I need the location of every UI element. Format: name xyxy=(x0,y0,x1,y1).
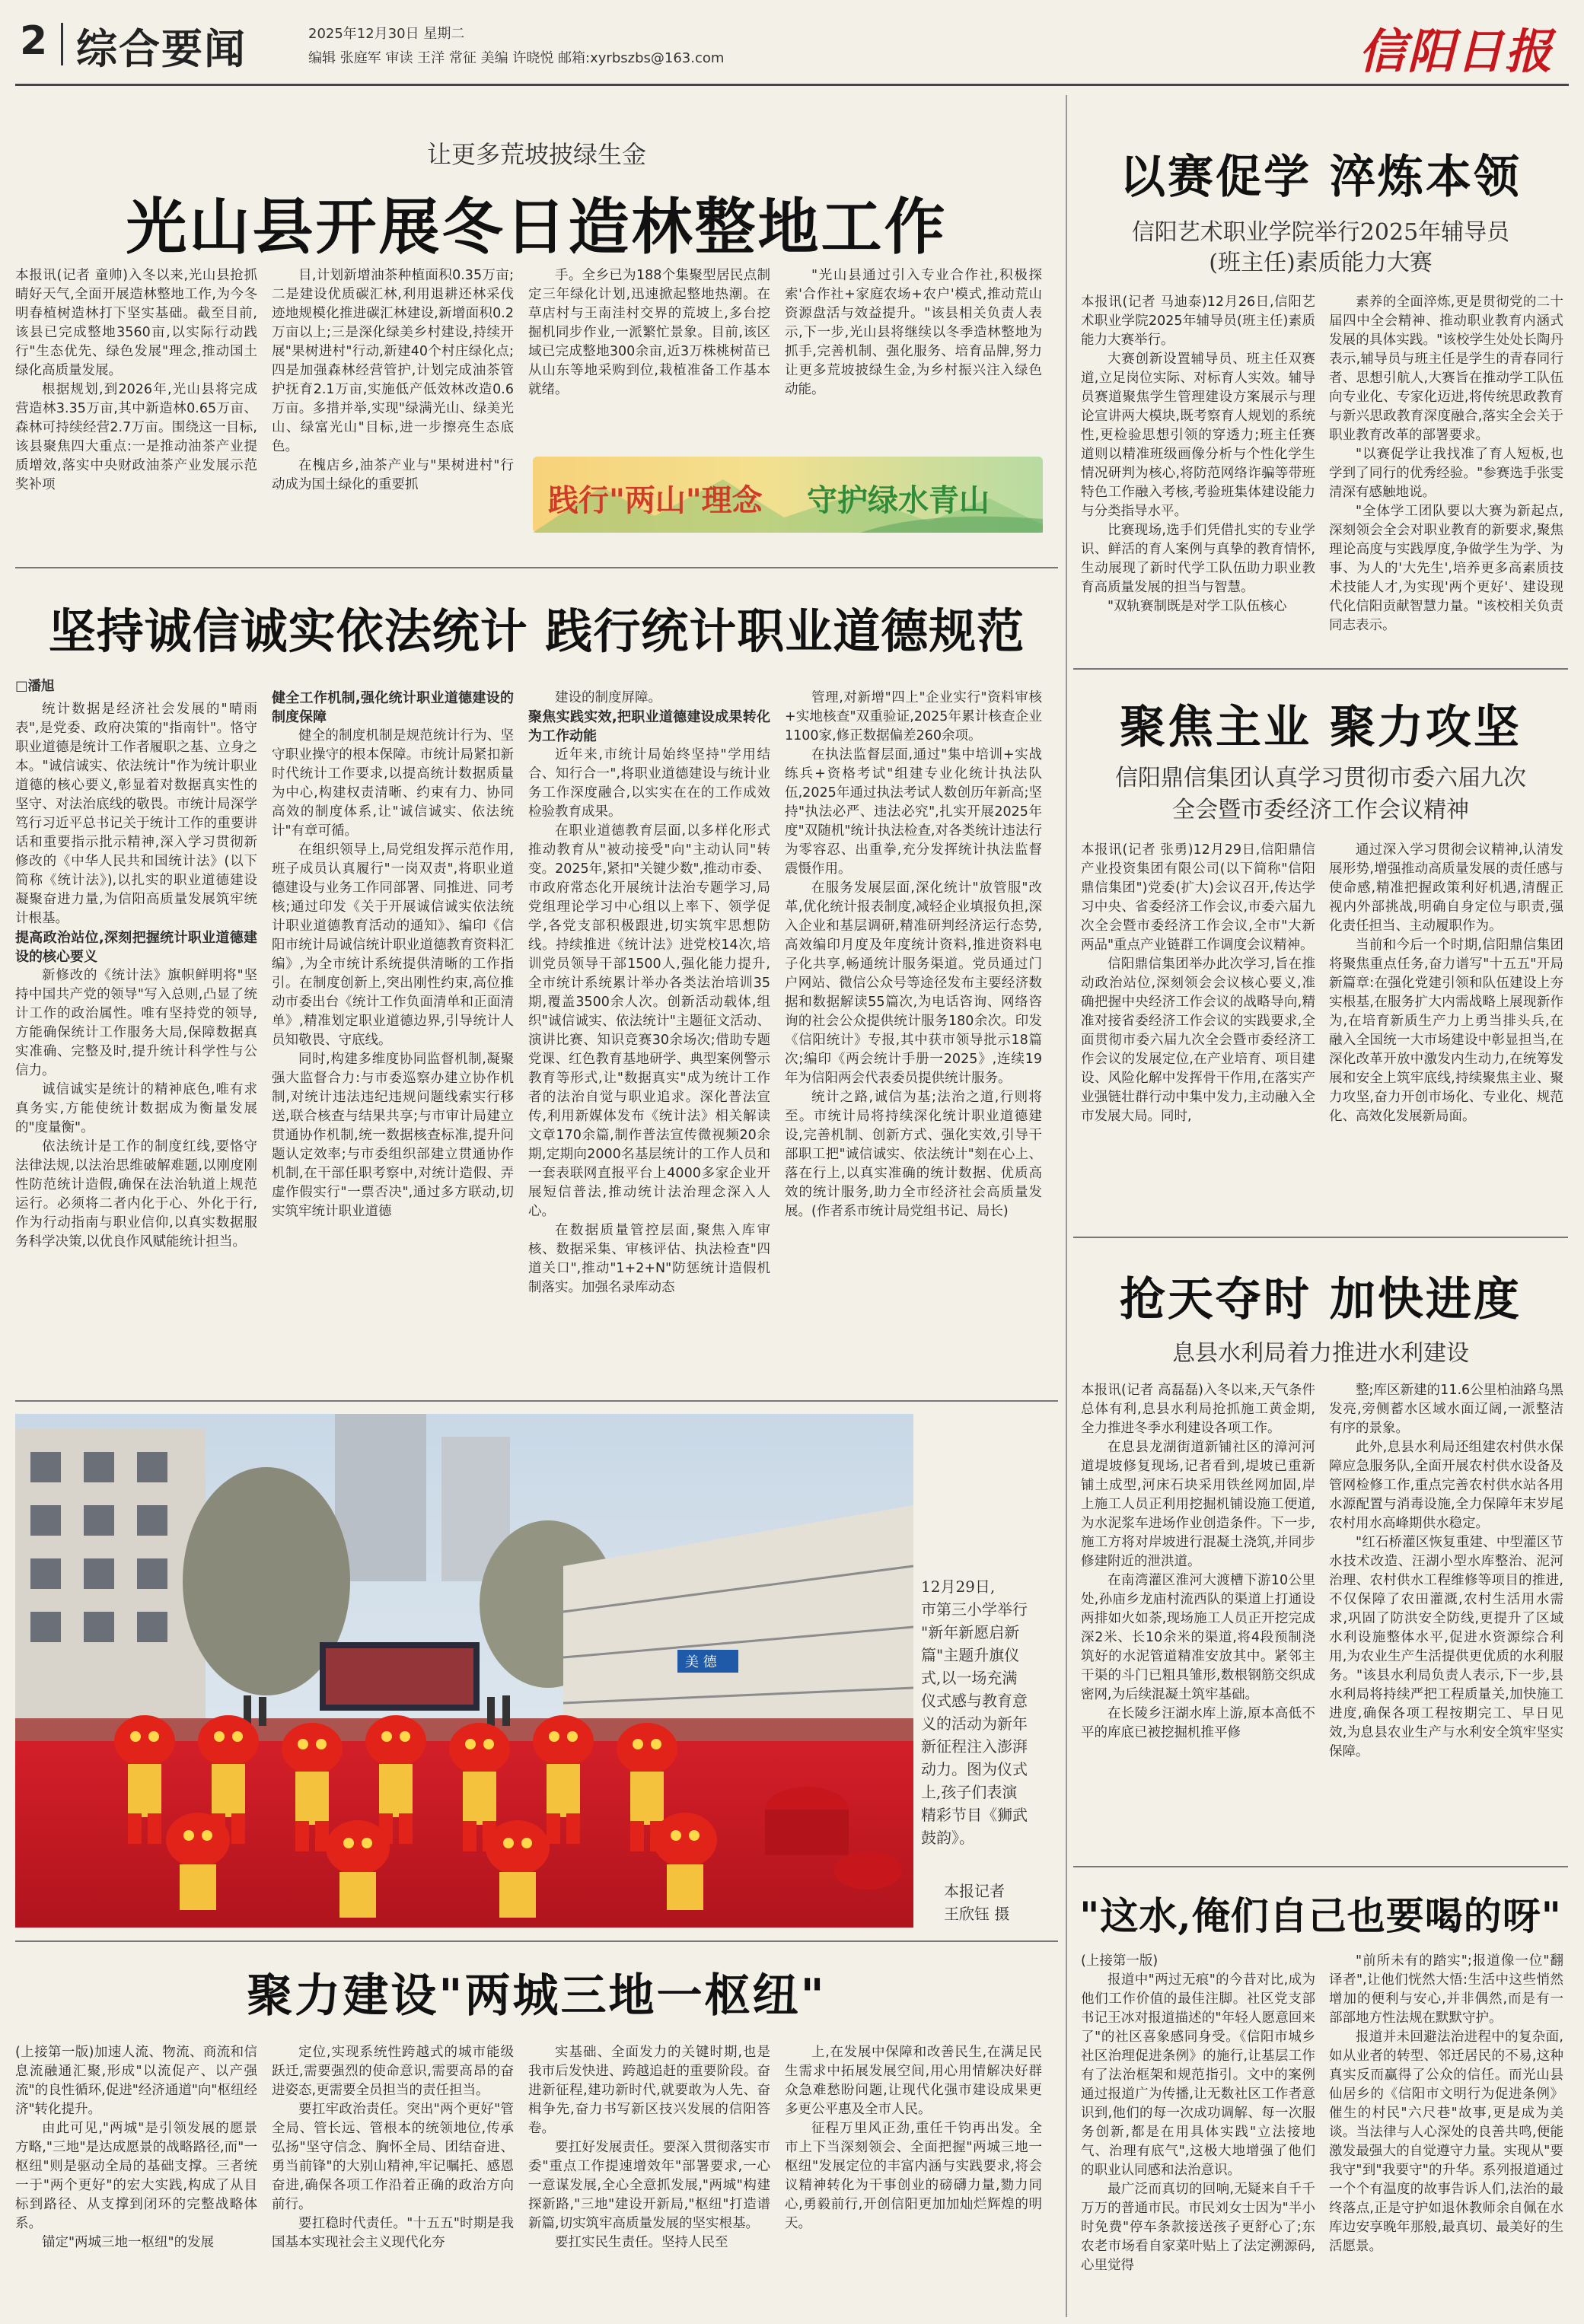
paragraph: 统计数据是经济社会发展的"晴雨表",是党委、政府决策的"指南针"。恪守职业道德是统计工作者履职之基、立身之本。"诚信诚实、依法统计"作为统计职业道德的核心要义,彰显着对数据真实性的坚守、对法治底线的敬畏。市统计局深学笃行习近平总书记关于统计工作的重要讲话和重要指示批示精神,深入学习贯彻新修改的《中华人民共和国统计法》(以下简称《统计法》),以扎实的职业道德建设凝聚奋进力量,为信阳高质量发展筑牢统计根基。 xyxy=(15,702,257,926)
caption-line: 式,以一场充满 xyxy=(921,1669,1018,1687)
right1-subtitle-1: 信阳艺术职业学院举行2025年辅导员 xyxy=(1131,219,1510,246)
paragraph: "前所未有的踏实";报道像一位"翻译者",让他们恍然大悟:生活中这些悄然增加的便利与安心,并非偶然,而是有一部部地方性法规在默默守护。 xyxy=(1329,1953,1563,2026)
paragraph: 本报讯(记者 高磊磊)入冬以来,天气条件总体有利,息县水利局抢抓施工黄金期,全力推进冬季水利建设各项工作。 xyxy=(1081,1383,1315,1436)
paragraph: 依法统计是工作的制度红线,要恪守法律法规,以法治思维破解难题,以刚度刚性防范统计造假,确保在法治轨道上规范运行。必须将二者内化于心、外化于行,作为行动指南与职业信仰,以真实数据服务科学决策,以优良作风赋能统计担当。 xyxy=(15,1139,257,1250)
paragraph: 管理,对新增"四上"企业实行"资料审核+实地核查"双重验证,2025年累计核查企业1100家,修正数据偏差260余项。 xyxy=(785,690,1042,743)
paragraph: 实基础、全面发力的关键时期,也是我市后发快进、跨越追赶的重要阶段。奋进新征程,建功新时代,就要敢为人先、奋楫争先,奋力书写新区技兴发展的信阳答卷。 xyxy=(528,2045,770,2136)
paragraph: 报道中"两过无痕"的今昔对比,成为他们工作价值的最佳注脚。社区党支部书记王冰对报道描述的"年轻人愿意回来了"的社区喜象感同身受。《信阳市城乡社区治理促进条例》的施行,让基层工作有了法治框架和规范指引。文中的案例通过报道广为传播,让无数社区工作者意识到,他们的每一次成功调解、每一次服务创新,都是在用具体实践"立法接地气、治理有底气",这极大地增强了他们的职业认同感和法治意识。 xyxy=(1081,1972,1315,2178)
paragraph: 目,计划新增油茶种植面积0.35万亩;二是建设优质碳汇林,利用退耕还林采伐迹地规模化推进碳汇林建设,新增面积0.2万亩以上;三是深化绿美乡村建设,持续开展"果树进村"行动,新建40个村庄绿化点;四是加强森林经营管护,计划完成油茶管护抚育2.1万亩,实施低产低效林改造0.6万亩。多措并举,实现"绿满光山、绿美光山、绿富光山"目标,进一步擦亮生态底色。 xyxy=(272,268,514,454)
slogan-banner xyxy=(533,457,1043,533)
paragraph: 定位,实现系统性跨越式的城市能级跃迁,需要强烈的使命意识,需要高昂的奋进姿态,更需要全员担当的责任担当。 xyxy=(272,2045,514,2098)
paragraph: 在槐店乡,油茶产业与"果树进村"行动成为国土绿化的重要抓 xyxy=(272,458,514,492)
paragraph: 此外,息县水利局还组建农村供水保障应急服务队,全面开展农村供水设备及管网检修工作,重点完善农村供水站各用水源配置与消毒设施,全力保障年末岁尾农村用水高峰期供水稳定。 xyxy=(1329,1440,1563,1531)
right2-subtitle-2: 全会暨市委经济工作会议精神 xyxy=(1172,797,1469,823)
caption-line: 鼓韵》。 xyxy=(921,1829,974,1847)
caption-line: 义的活动为新年 xyxy=(921,1714,1028,1733)
caption-line: 新征程注入澎湃 xyxy=(921,1737,1028,1756)
article2-column-1 xyxy=(15,700,257,1385)
right1-column-1 xyxy=(1081,293,1315,651)
caption-line: "新年新愿启新 xyxy=(921,1623,1020,1641)
article1-column-2 xyxy=(272,266,514,548)
masthead-separator xyxy=(61,23,63,65)
article3-column-1 xyxy=(15,2043,257,2317)
paragraph: (上接第一版)加速人流、物流、商流和信息流融通汇聚,形成"以流促产、以产强流"的良性循环,促进"经济通道"向"枢纽经济"转化提升。 xyxy=(15,2045,257,2117)
school-ceremony-image xyxy=(15,1414,913,1928)
right2-headline: 聚焦主业 聚力攻坚 xyxy=(1120,701,1522,754)
paragraph: 大赛创新设置辅导员、班主任双赛道,立足岗位实际、对标育人实效。辅导员赛道聚焦学生管理建设方案展示与理论宣讲两大模块,既考察育人规划的系统性,更检验思想引领的穿透力;班主任赛道则以精准班级画像分析与个性化学生情况研判为核心,将防范网络诈骗等带班特色工作融入考核,考验班集体建设能力与分类指导水平。 xyxy=(1081,352,1315,519)
right2-column-2 xyxy=(1329,841,1563,1218)
article1-column-1 xyxy=(15,266,257,548)
photo-caption xyxy=(921,1575,1050,1849)
caption-line: 上,孩子们表演 xyxy=(921,1783,1018,1801)
column-divider xyxy=(1066,95,1067,2317)
paragraph: 提高政治站位,深刻把握统计职业道德建设的核心要义 xyxy=(15,930,257,965)
right3-subtitle: 息县水利局着力推进水利建设 xyxy=(1172,1340,1469,1367)
paragraph: 在职业道德教育层面,以多样化形式推动教育从"被动接受"向"主动认同"转变。2025年,紧扣"关键少数",推动市委、市政府常态化开展统计法治专题学习,局党组理论学习中心组以上率下、领学促学,各党支部积极跟进,切实筑牢思想防线。持续推进《统计法》进党校14次,培训党员领导干部1500人,强化能力提升,全市统计系统累计举办各类法治培训35期,覆盖3500余人次。创新活动载体,组织"诚信诚实、依法统计"主题征文活动、演讲比赛、知识竞赛30余场次;借助专题党课、红色教育基地研学、典型案例警示教育等形式,让"数据真实"成为统计工作者的法治自觉与职业追求。深化普法宣传,利用新媒体发布《统计法》相关解读文章170余篇,制作普法宣传微视频20余期,定期向2000名基层统计的工作人员和一套表联网直报平台上4000多家企业开展短信普法,推动统计法治理念深入人心。 xyxy=(528,823,770,1219)
lion-dance-photo xyxy=(15,1414,913,1928)
paragraph: 上,在发展中保障和改善民生,在满足民生需求中拓展发展空间,用心用情解决好群众急难愁盼问题,让现代化强市建设成果更多更公平惠及全市人民。 xyxy=(785,2045,1042,2117)
right4-headline: "这水,俺们自己也要喝的呀" xyxy=(1079,1893,1562,1938)
masthead-rule xyxy=(15,84,1569,86)
caption-line: 仪式感与教育意 xyxy=(921,1692,1028,1710)
right3-column-1 xyxy=(1081,1381,1315,1853)
article3-column-2 xyxy=(272,2043,514,2317)
paragraph: 在执法监督层面,通过"集中培训+实战练兵+资格考试"组建专业化统计执法队伍,2025年通过执法考试人数创历年新高;坚持"执法必严、违法必究",扎实开展2025年度"双随机"统计执法检查,对各类统计违法行为零容忍、出重拳,充分发挥统计执法监督震慑作用。 xyxy=(785,747,1042,877)
photo-credit-label: 本报记者 xyxy=(944,1882,1005,1900)
paragraph: 本报讯(记者 张勇)12月29日,信阳鼎信产业投资集团有限公司(以下简称"信阳鼎信集团")党委(扩大)会议召开,传达学习中央、省委经济工作会议,市委六届九次全会暨市委经济工作会议,全市"大新两品"重点产业链群工作调度会议精神。 xyxy=(1081,842,1315,953)
article2-column-2 xyxy=(272,689,514,1385)
right1-headline: 以赛促学 淬炼本领 xyxy=(1120,151,1522,204)
paragraph: 由此可见,"两城"是引领发展的愿景方略,"三地"是达成愿景的战略路径,而"一枢纽"则是驱动全局的基础支撑。三者统一于"两个更好"的宏大实践,构成了从目标到路径、从支撑到闭环的完整战略体系。 xyxy=(15,2121,257,2231)
photo-sign-text: 美 德 xyxy=(685,1654,717,1670)
paragraph: "光山县通过引入专业合作社,积极探索'合作社+家庭农场+农户'模式,推动荒山资源盘活与效益提升。"该县相关负责人表示,下一步,光山县将继续以冬季造林整地为抓手,完善机制、强化服务、培育品牌,努力让更多荒坡披绿生金,为乡村振兴注入绿色动能。 xyxy=(785,268,1042,397)
issue-date: 2025年12月30日 星期二 xyxy=(308,26,465,42)
paragraph: 征程万里风正劲,重任千钧再出发。全市上下当深刻领会、全面把握"两城三地一枢纽"发展定位的丰富内涵与实践要求,将会议精神转化为干事创业的磅礴力量,勠力同心,勇毅前行,开创信阳更加加灿烂辉煌的明天。 xyxy=(785,2121,1042,2231)
paragraph: 根据规划,到2026年,光山县将完成营造林3.35万亩,其中新造林0.65万亩、森林可持续经营2.7万亩。围绕这一目标,该县聚焦四大重点:一是推动油茶产业提质增效,落实中央财政油茶产业发展示范奖补项 xyxy=(15,382,257,492)
paragraph: 最广泛而真切的回响,无疑来自千千万万的普通市民。市民刘女士因为"半小时免费"停车条款接送孩子更舒心了;东农老市场看自家菜叶贴上了法定溯源码,心里觉得 xyxy=(1081,2182,1315,2273)
divider xyxy=(15,567,1058,568)
paragraph: 要扛稳时代责任。"十五五"时期是我国基本实现社会主义现代化夯 xyxy=(272,2216,514,2250)
page-number: 2 xyxy=(20,18,48,64)
paragraph: 在南湾灌区淮河大渡槽下游10公里处,孙庙乡龙庙村流西队的渠道上打通设两排如火如荼,现场施工人员正开挖完成深2米、长10余米的渠道,将4段预制浇筑好的水泥管道精准安放其中。紧邻主干渠的斗门已粗具雏形,数根钢筋交织成密网,为后续混凝土筑牢基础。 xyxy=(1081,1573,1315,1702)
caption-line: 12月29日, xyxy=(921,1577,996,1596)
divider xyxy=(15,1940,1058,1942)
divider xyxy=(1073,1237,1568,1238)
paragraph: "以赛促学让我找准了育人短板,也学到了同行的优秀经验。"参赛选手张雯清深有感触地说。 xyxy=(1329,447,1563,500)
paragraph: "双轨赛制既是对学工队伍核心 xyxy=(1108,599,1287,614)
paragraph: 通过深入学习贯彻会议精神,认清发展形势,增强推动高质量发展的责任感与使命感,精准把握政策利好机遇,清醒正视内外部挑战,明确自身定位与职责,强化责任担当、主动履职作为。 xyxy=(1329,842,1563,934)
paragraph: 整;库区新建的11.6公里柏油路乌黑发亮,旁侧蓄水区域水面辽阔,一派整洁有序的景象。 xyxy=(1329,1383,1563,1436)
article3-column-3 xyxy=(528,2043,770,2317)
paragraph: 比赛现场,选手们凭借扎实的专业学识、鲜活的育人案例与真挚的教育情怀,生动展现了新时代学工队伍助力职业教育高质量发展的担当与智慧。 xyxy=(1081,523,1315,595)
paragraph: 素养的全面淬炼,更是贯彻党的二十届四中全会精神、推动职业教育内涵式发展的具体实践。"该校学生处处长陶丹表示,辅导员与班主任是学生的青春同行者、思想引航人,大赛旨在推动学工队伍向专业化、专家化迈进,将传统思政教育与新兴思政教育深度融合,落实全会关于职业教育改革的部署要求。 xyxy=(1329,294,1563,443)
right2-subtitle-1: 信阳鼎信集团认真学习贯彻市委六届九次 xyxy=(1115,765,1526,791)
paragraph: 同时,构建多维度协同监督机制,凝聚强大监督合力:与市委巡察办建立协作机制,对统计违法违纪违规问题线索实行移送,联合核查与结果共享;与市审计局建立贯通协作机制,统一数据核查标准,提升问题认定效率;与市委组织部建立贯通协作机制,在干部任职考察中,对统计造假、弄虚作假实行"一票否决",通过多方联动,切实筑牢统计职业道德 xyxy=(272,1052,514,1219)
caption-line: 动力。图为仪式 xyxy=(921,1760,1028,1778)
paragraph: 聚焦实践实效,把职业道德建设成果转化为工作动能 xyxy=(528,709,770,744)
paragraph: 在长陵乡汪湖水库上游,原本高低不平的库底已被挖掘机推平修 xyxy=(1081,1706,1315,1740)
paragraph: 健全的制度机制是规范统计行为、坚守职业操守的根本保障。市统计局紧扣新时代统计工作要求,以提高统计数据质量为中心,构建权责清晰、约束有力、协同高效的制度体系,让"诚信诚实、依法统计"有章可循。 xyxy=(272,728,514,839)
article1-headline: 光山县开展冬日造林整地工作 xyxy=(126,191,948,263)
right1-subtitle-2: (班主任)素质能力大赛 xyxy=(1209,250,1433,276)
paragraph: (上接第一版) xyxy=(1081,1953,1159,1969)
divider xyxy=(1073,1866,1568,1867)
caption-line: 篇"主题升旗仪 xyxy=(921,1646,1020,1664)
paragraph: 当前和今后一个时期,信阳鼎信集团将聚焦重点任务,奋力谱写"十五五"开局新篇章:在强化党建引领和队伍建设上夯实根基,在服务扩大内需战略上展现新作为,在培育新质生产力上勇当排头兵,在融入全国统一大市场建设中彰显担当,在深化改革开放中激发内生动力,在统筹发展和安全上筑牢底线,持续聚焦主业、聚力攻坚,奋力开创市场化、专业化、规范化、高效化发展新局面。 xyxy=(1329,938,1563,1124)
article1-column-3 xyxy=(528,266,770,441)
paragraph: 在组织领导上,局党组发挥示范作用,班子成员认真履行"一岗双责",将职业道德建设与业务工作同部署、同推进、同考核;通过印发《关于开展诚信诚实依法统计职业道德教育活动的通知》、编印《信阳市统计局诚信统计职业道德教育资料汇编》,为全市统计系统提供清晰的工作指引。在制度创新上,突出刚性约束,高位推动市委出台《统计工作负面清单和正面清单》,精准划定职业道德边界,引导统计人员知敬畏、守底线。 xyxy=(272,842,514,1048)
right4-column-2 xyxy=(1329,1952,1563,2317)
paragraph: 诚信诚实是统计的精神底色,唯有求真务实,方能使统计数据成为衡量发展的"度量衡"。 xyxy=(15,1082,257,1135)
paragraph: 信阳鼎信集团举办此次学习,旨在推动政治站位,深刻领会会议核心要义,准确把握中央经济工作会议的战略导向,精准对接省委经济工作会议的实践要求,全面贯彻市委六届九次全会暨市委经济工作会议的发展定位,在产业培育、项目建设、风险化解中发挥骨干作用,在落实产业强链壮群行动中集中发力,主动融入全市发展大局。同时, xyxy=(1081,957,1315,1124)
paragraph: 健全工作机制,强化统计职业道德建设的制度保障 xyxy=(272,690,514,725)
article2-headline: 坚持诚信诚实依法统计 践行统计职业道德规范 xyxy=(48,603,1025,659)
paragraph: 在数据质量管控层面,聚焦入库审核、数据采集、审核评估、执法检查"四道关口",推动"1+2+N"防惩统计造假机制落实。加强名录库动态 xyxy=(528,1223,770,1295)
paragraph: 报道并未回避法治进程中的复杂面,如从业者的转型、邻迁居民的不易,这种真实反而赢得了公众的信任。而光山县仙居乡的《信阳市文明行为促进条例》催生的村民"六尺巷"故事,更是成为美谈。当法律与人心深处的良善共鸣,便能激发最强大的自觉遵守力量。实现从"要我守"到"我要守"的升华。系列报道通过一个个有温度的故事告诉人们,法治的最终落点,正是守护如退休教师余自佩在水库边安享晚年那般,最真切、最美好的生活愿景。 xyxy=(1329,2030,1563,2254)
paragraph: 手。全乡已为188个集聚型居民点制定三年绿化计划,迅速掀起整地热潮。在草店村与王南洼村交界的荒坡上,多台挖掘机同步作业,一派繁忙景象。目前,该区域已完成整地300余亩,近3万株桃树苗已从山东等地采购到位,栽植准备工作基本就绪。 xyxy=(528,268,770,397)
paragraph: 本报讯(记者 马迪泰)12月26日,信阳艺术职业学院2025年辅导员(班主任)素质能力大赛举行。 xyxy=(1081,294,1315,348)
caption-line: 市第三小学举行 xyxy=(921,1600,1028,1619)
paragraph: "红石桥灌区恢复重建、中型灌区节水技术改造、汪湖小型水库整治、泥河治理、农村供水工程维修等项目的推进,不仅保障了农田灌溉,农村生活用水需求,巩固了防洪安全防线,更提升了区域水利设施整体水平,促进水资源综合利用,为农业生产生活提供更优质的水利服务。"该县水利局负责人表示,下一步,县水利局将持续严把工程质量关,加快施工进度,确保各项工程按期完工、早日见效,为息县农业生产与水利安全筑牢坚实保障。 xyxy=(1329,1535,1563,1759)
paragraph: 要扛好发展责任。要深入贯彻落实市委"重点工作提速增效年"部署要求,一心一意谋发展,全心全意抓发展,"两城"构建探新路,"三地"建设开新局,"枢纽"打造谱新篇,切实筑牢高质量发展的坚实根基。 xyxy=(528,2140,770,2231)
right1-column-2 xyxy=(1329,293,1563,651)
editor-credits: 编辑 张庭军 审读 王洋 常征 美编 许晓悦 邮箱:xyrbszbs@163.com xyxy=(308,50,725,66)
right3-headline: 抢天夺时 加快进度 xyxy=(1120,1273,1522,1326)
right2-column-1 xyxy=(1081,841,1315,1218)
paragraph: 在息县龙湖街道新铺社区的漳河河道堤坡修复现场,记者看到,堤坡已重新铺土成型,河床石块采用铁丝网加固,岸上施工人员正利用挖掘机铺设施工便道,为水泥浆车进场作业创造条件。下一步,施工方将对岸坡进行混凝土浇筑,并同步修建附近的泄洪道。 xyxy=(1081,1440,1315,1569)
right4-column-1 xyxy=(1081,1952,1315,2317)
paragraph: 近年来,市统计局始终坚持"学用结合、知行合一",将职业道德建设与统计业务工作深度融合,以实实在在的工作成效检验教育成果。 xyxy=(528,747,770,820)
paragraph: 要扛实民生责任。坚持人民至 xyxy=(555,2235,728,2250)
article2-column-4 xyxy=(785,689,1042,1385)
divider xyxy=(15,1400,1058,1402)
section-title: 综合要闻 xyxy=(76,25,247,73)
paragraph: 在服务发展层面,深化统计"放管服"改革,优化统计报表制度,减轻企业填报负担,深入企业和基层调研,精准研判经济运行态势,高效编印月度及年度统计资料,推进资料电子化共享,畅通统计服务渠道。党员通过门户网站、微信公众号等途径发布主要经济数据和数据解读55篇次,为电话咨询、网络咨询的社会公众提供统计服务180余次。印发《信阳统计》专报,其中获市领导批示18篇次;编印《两会统计手册一2025》,连续19年为信阳两会代表委员提供统计服务。 xyxy=(785,880,1042,1086)
paragraph: "全体学工团队要以大赛为新起点,深刻领会全会对职业教育的新要求,聚焦理论高度与实践厚度,争做学生为学、为事、为人的'大先生',培养更多高素质技术技能人才,为实现'两个更好'、建设现代化信阳贡献智慧力量。"该校相关负责同志表示。 xyxy=(1329,504,1563,633)
caption-line: 精彩节目《狮武 xyxy=(921,1806,1028,1824)
article1-kicker: 让更多荒坡披绿生金 xyxy=(426,140,646,169)
paragraph: 建设的制度屏障。 xyxy=(555,690,661,705)
paragraph: 要扛牢政治责任。突出"两个更好"管全局、管长远、管根本的统领地位,传承弘扬"坚守信念、胸怀全局、团结奋进、勇当前锋"的大别山精神,牢记嘱托、感恩奋进,确保各项工作沿着正确的政治方向前行。 xyxy=(272,2102,514,2212)
article3-headline: 聚力建设"两城三地一枢纽" xyxy=(247,1969,827,2023)
divider xyxy=(1073,668,1568,670)
paragraph: 新修改的《统计法》旗帜鲜明将"坚持中国共产党的领导"写入总则,凸显了统计工作的政治属性。唯有坚持党的领导,方能确保统计工作服务大局,保障数据真实准确、完整及时,提升统计科学性与公信力。 xyxy=(15,968,257,1078)
article3-column-4 xyxy=(785,2043,1042,2317)
right3-column-2 xyxy=(1329,1381,1563,1853)
photo-credit-name: 王欣钰 摄 xyxy=(944,1905,1010,1923)
paragraph: 锚定"两城三地一枢纽"的发展 xyxy=(42,2235,215,2250)
article2-column-3 xyxy=(528,689,770,1385)
newspaper-logo: 信阳日报 xyxy=(1358,24,1554,79)
banner-left-text: 践行"两山"理念 xyxy=(548,482,763,518)
banner-right-text: 守护绿水青山 xyxy=(807,482,990,518)
paragraph: 统计之路,诚信为基;法治之道,行则将至。市统计局将持续深化统计职业道德建设,完善机制、创新方式、强化实效,引导干部职工把"诚信诚实、依法统计"刻在心上、落在行上,以真实准确的统计数据、优质高效的统计服务,助力全市经济社会高质量发展。(作者系市统计局党组书记、局长) xyxy=(785,1090,1042,1219)
article1-column-4 xyxy=(785,266,1042,441)
paragraph: 本报讯(记者 童帅)入冬以来,光山县抢抓晴好天气,全面开展造林整地工作,为今冬明春植树造林打下坚实基础。截至目前,该县已完成整地3560亩,以实际行动践行"生态优先、绿色发展"理念,推动国土绿化高质量发展。 xyxy=(15,268,257,378)
article2-byline: □潘旭 xyxy=(15,679,55,694)
